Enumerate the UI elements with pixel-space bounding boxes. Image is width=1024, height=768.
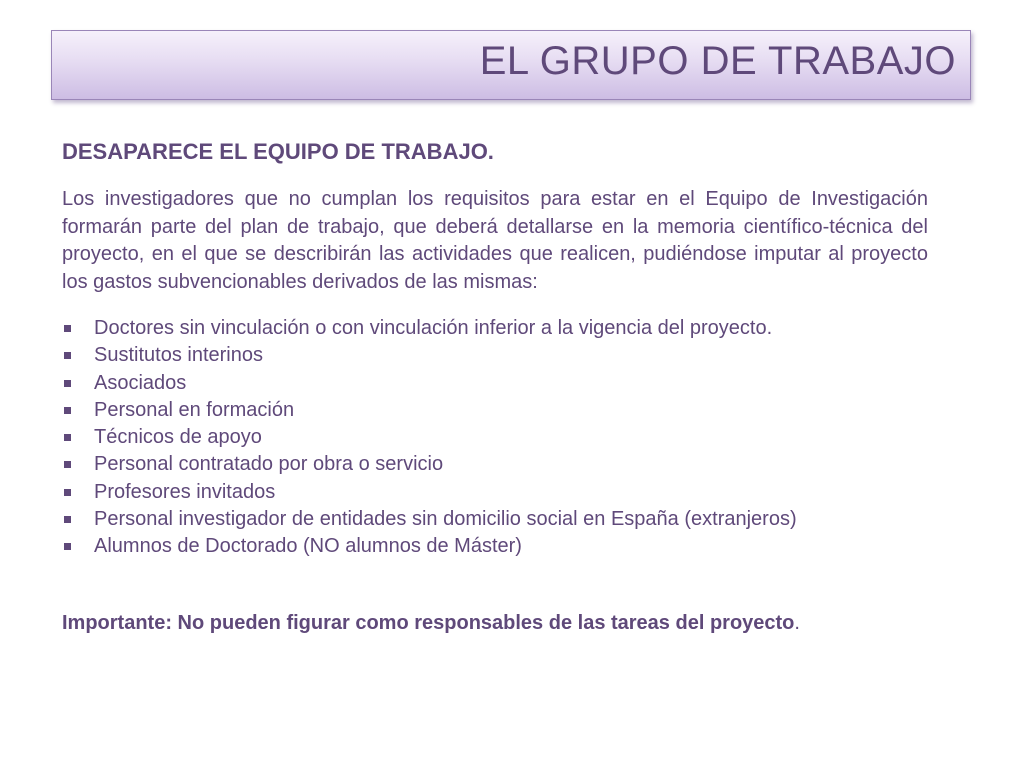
title-banner	[51, 30, 971, 100]
list-item	[62, 342, 928, 369]
list-item	[62, 397, 928, 424]
list-item	[62, 424, 928, 451]
list-item-text: Asociados	[94, 371, 187, 394]
list-item-text: Personal contratado por obra o servicio	[94, 453, 444, 476]
list-item-text: Doctores sin vinculación o con vinculación inferior a la vigencia del proyecto.	[94, 317, 773, 339]
section-heading: DESAPARECE EL EQUIPO DE TRABAJO.	[62, 139, 494, 164]
square-bullet-icon	[64, 434, 71, 441]
square-bullet-icon	[64, 407, 71, 414]
square-bullet-icon	[64, 516, 71, 523]
slide-content	[62, 132, 928, 637]
list-item-text: Profesores invitados	[94, 480, 276, 503]
important-note-suffix: .	[794, 611, 800, 634]
list-item	[62, 315, 928, 342]
list-item	[62, 479, 928, 506]
list-item-text: Técnicos de apoyo	[94, 426, 262, 449]
list-item-text: Personal en formación	[94, 398, 295, 421]
list-item	[62, 506, 928, 533]
list-item-text: Personal investigador de entidades sin domicilio social en España (extranjeros)	[94, 508, 797, 531]
slide-title: EL GRUPO DE TRABAJO	[479, 39, 956, 83]
important-note	[62, 610, 928, 637]
square-bullet-icon	[64, 543, 71, 550]
square-bullet-icon	[64, 461, 71, 468]
square-bullet-icon	[64, 325, 71, 332]
body-paragraph: Los investigadores que no cumplan los requisitos para estar en el Equipo de Investigación formarán parte del plan de trabajo, que deberá detallarse en la memoria científico-técnica del proyecto, en el que se describirán las actividades que realicen, pudiéndose imputar al proyecto los gastos subvencionables derivados de las mismas:	[62, 188, 928, 293]
list-item	[62, 533, 928, 560]
square-bullet-icon	[64, 352, 71, 359]
list-item-text: Alumnos de Doctorado (NO alumnos de Máster)	[94, 535, 522, 558]
square-bullet-icon	[64, 380, 71, 387]
square-bullet-icon	[64, 489, 71, 496]
list-item	[62, 370, 928, 397]
bullet-list	[62, 315, 928, 561]
important-note-text: Importante: No pueden figurar como responsables de las tareas del proyecto	[62, 611, 795, 634]
list-item	[62, 451, 928, 478]
list-item-text: Sustitutos interinos	[94, 344, 263, 367]
